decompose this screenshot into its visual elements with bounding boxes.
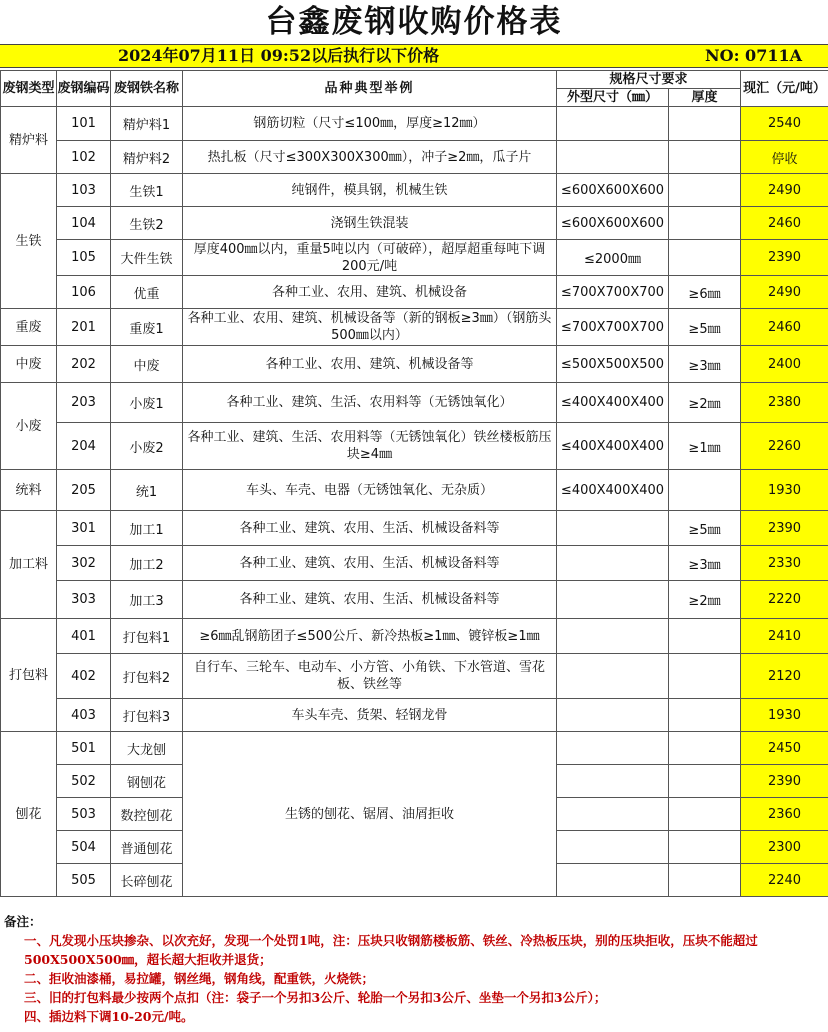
size-cell <box>557 141 669 174</box>
thickness-cell: ≥6㎜ <box>669 276 741 309</box>
price-cell: 2390 <box>741 511 828 546</box>
price-cell: 1930 <box>741 470 828 511</box>
size-cell <box>557 798 669 831</box>
code-cell: 301 <box>57 511 111 546</box>
document-number: NO: 0711A <box>705 46 802 65</box>
header-code: 废钢编码 <box>57 71 111 107</box>
table-row <box>1 346 828 383</box>
price-cell: 2490 <box>741 276 828 309</box>
thickness-cell <box>669 207 741 240</box>
table-row <box>1 383 828 423</box>
category-cell: 加工料 <box>1 511 57 619</box>
header-name: 废钢铁名称 <box>111 71 183 107</box>
header-thickness: 厚度 <box>669 89 741 107</box>
code-cell: 501 <box>57 732 111 765</box>
name-cell: 数控刨花 <box>111 798 183 831</box>
name-cell: 中废 <box>111 346 183 383</box>
table-row <box>1 470 828 511</box>
code-cell: 201 <box>57 309 111 346</box>
size-cell: ≤400X400X400 <box>557 383 669 423</box>
thickness-cell <box>669 174 741 207</box>
size-cell: ≤400X400X400 <box>557 423 669 470</box>
example-cell: 各种工业、建筑、农用、生活、机械设备料等 <box>183 511 557 546</box>
size-cell <box>557 765 669 798</box>
size-cell: ≤2000㎜ <box>557 240 669 276</box>
example-cell: 厚度400㎜以内，重量5吨以内（可破碎），超厚超重每吨下调200元/吨 <box>183 240 557 276</box>
note-item: 三、旧的打包料最少按两个点扣（注：袋子一个另扣3公斤、轮胎一个另扣3公斤、坐垫一个另扣3公斤）； <box>24 990 607 1005</box>
name-cell: 打包料2 <box>111 654 183 699</box>
code-cell: 202 <box>57 346 111 383</box>
example-cell: 各种工业、农用、建筑、机械设备等（新的钢板≥3㎜）（钢筋头500㎜以内） <box>183 309 557 346</box>
thickness-cell <box>669 831 741 864</box>
effective-bar <box>0 44 828 68</box>
table-row <box>1 276 828 309</box>
price-cell: 停收 <box>741 141 828 174</box>
name-cell: 精炉料1 <box>111 107 183 141</box>
name-cell: 加工1 <box>111 511 183 546</box>
code-cell: 101 <box>57 107 111 141</box>
size-cell: ≤500X500X500 <box>557 346 669 383</box>
code-cell: 403 <box>57 699 111 732</box>
code-cell: 106 <box>57 276 111 309</box>
table-row <box>1 619 828 654</box>
example-cell: 各种工业、农用、建筑、机械设备等 <box>183 346 557 383</box>
notes-title: 备注： <box>4 914 42 929</box>
code-cell: 503 <box>57 798 111 831</box>
size-cell: ≤400X400X400 <box>557 470 669 511</box>
example-cell: 浇钢生铁混装 <box>183 207 557 240</box>
name-cell: 大龙刨 <box>111 732 183 765</box>
price-table <box>0 70 828 897</box>
example-cell: 各种工业、建筑、生活、农用料等（无锈蚀氧化） <box>183 383 557 423</box>
example-cell: ≥6㎜乱钢筋团子≤500公斤、新冷热板≥1㎜、镀锌板≥1㎜ <box>183 619 557 654</box>
example-cell: 钢筋切粒（尺寸≤100㎜，厚度≥12㎜） <box>183 107 557 141</box>
thickness-cell <box>669 470 741 511</box>
thickness-cell <box>669 798 741 831</box>
name-cell: 普通刨花 <box>111 831 183 864</box>
thickness-cell: ≥3㎜ <box>669 546 741 581</box>
price-cell: 2490 <box>741 174 828 207</box>
table-row <box>1 240 828 276</box>
thickness-cell: ≥1㎜ <box>669 423 741 470</box>
example-cell: 各种工业、农用、建筑、机械设备 <box>183 276 557 309</box>
example-cell: 车头车壳、货架、轻钢龙骨 <box>183 699 557 732</box>
size-cell <box>557 699 669 732</box>
price-cell: 2360 <box>741 798 828 831</box>
code-cell: 105 <box>57 240 111 276</box>
thickness-cell: ≥2㎜ <box>669 581 741 619</box>
example-cell: 生锈的刨花、锯屑、油屑拒收 <box>183 732 557 897</box>
size-cell: ≤600X600X600 <box>557 174 669 207</box>
name-cell: 加工2 <box>111 546 183 581</box>
size-cell <box>557 107 669 141</box>
price-cell: 2330 <box>741 546 828 581</box>
size-cell <box>557 831 669 864</box>
category-cell: 刨花 <box>1 732 57 897</box>
header-spec: 规格尺寸要求 <box>557 71 741 89</box>
effective-date: 2024年07月11日 09:52以后执行以下价格 <box>118 46 440 65</box>
name-cell: 精炉料2 <box>111 141 183 174</box>
thickness-cell <box>669 107 741 141</box>
code-cell: 505 <box>57 864 111 897</box>
price-cell: 1930 <box>741 699 828 732</box>
thickness-cell <box>669 141 741 174</box>
name-cell: 小废1 <box>111 383 183 423</box>
page-title: 台鑫废钢收购价格表 <box>265 4 563 40</box>
price-cell: 2260 <box>741 423 828 470</box>
thickness-cell <box>669 619 741 654</box>
name-cell: 生铁2 <box>111 207 183 240</box>
header-size: 外型尺寸（㎜） <box>557 89 669 107</box>
category-cell: 精炉料 <box>1 107 57 174</box>
name-cell: 大件生铁 <box>111 240 183 276</box>
name-cell: 打包料1 <box>111 619 183 654</box>
table-row <box>1 107 828 141</box>
size-cell <box>557 619 669 654</box>
size-cell: ≤600X600X600 <box>557 207 669 240</box>
example-cell: 热扎板（尺寸≤300X300X300㎜），冲子≥2㎜，瓜子片 <box>183 141 557 174</box>
table-row <box>1 654 828 699</box>
price-cell: 2380 <box>741 383 828 423</box>
thickness-cell <box>669 765 741 798</box>
code-cell: 502 <box>57 765 111 798</box>
category-cell: 中废 <box>1 346 57 383</box>
name-cell: 统1 <box>111 470 183 511</box>
thickness-cell <box>669 864 741 897</box>
price-cell: 2410 <box>741 619 828 654</box>
example-cell: 各种工业、建筑、农用、生活、机械设备料等 <box>183 581 557 619</box>
thickness-cell <box>669 240 741 276</box>
category-cell: 生铁 <box>1 174 57 309</box>
table-row <box>1 141 828 174</box>
code-cell: 302 <box>57 546 111 581</box>
header-price: 现汇（元/吨） <box>741 71 828 107</box>
example-cell: 各种工业、建筑、生活、农用料等（无锈蚀氧化）铁丝楼板筋压块≥4㎜ <box>183 423 557 470</box>
size-cell <box>557 654 669 699</box>
example-cell: 各种工业、建筑、农用、生活、机械设备料等 <box>183 546 557 581</box>
example-cell: 车头、车壳、电器（无锈蚀氧化、无杂质） <box>183 470 557 511</box>
thickness-cell <box>669 732 741 765</box>
size-cell <box>557 581 669 619</box>
price-cell: 2390 <box>741 765 828 798</box>
table-row <box>1 511 828 546</box>
header-category: 废钢类型 <box>1 71 57 107</box>
thickness-cell <box>669 699 741 732</box>
size-cell <box>557 511 669 546</box>
code-cell: 102 <box>57 141 111 174</box>
name-cell: 重废1 <box>111 309 183 346</box>
code-cell: 504 <box>57 831 111 864</box>
code-cell: 303 <box>57 581 111 619</box>
price-cell: 2540 <box>741 107 828 141</box>
category-cell: 统料 <box>1 470 57 511</box>
size-cell <box>557 864 669 897</box>
price-cell: 2220 <box>741 581 828 619</box>
price-cell: 2300 <box>741 831 828 864</box>
size-cell: ≤700X700X700 <box>557 276 669 309</box>
name-cell: 钢刨花 <box>111 765 183 798</box>
price-cell: 2240 <box>741 864 828 897</box>
price-cell: 2120 <box>741 654 828 699</box>
price-cell: 2390 <box>741 240 828 276</box>
code-cell: 104 <box>57 207 111 240</box>
thickness-cell <box>669 654 741 699</box>
table-row <box>1 174 828 207</box>
name-cell: 加工3 <box>111 581 183 619</box>
note-item: 二、拒收油漆桶，易拉罐，钢丝绳，钢角线，配重铁，火烧铁； <box>24 971 375 986</box>
table-row <box>1 546 828 581</box>
category-cell: 小废 <box>1 383 57 470</box>
name-cell: 长碎刨花 <box>111 864 183 897</box>
code-cell: 205 <box>57 470 111 511</box>
code-cell: 103 <box>57 174 111 207</box>
price-cell: 2460 <box>741 207 828 240</box>
thickness-cell: ≥5㎜ <box>669 511 741 546</box>
size-cell: ≤700X700X700 <box>557 309 669 346</box>
table-row <box>1 207 828 240</box>
name-cell: 生铁1 <box>111 174 183 207</box>
name-cell: 优重 <box>111 276 183 309</box>
thickness-cell: ≥3㎜ <box>669 346 741 383</box>
table-row <box>1 699 828 732</box>
thickness-cell: ≥5㎜ <box>669 309 741 346</box>
notes-section <box>0 911 828 1032</box>
price-cell: 2460 <box>741 309 828 346</box>
category-cell: 重废 <box>1 309 57 346</box>
header-examples: 品种典型举例 <box>183 71 557 107</box>
size-cell <box>557 732 669 765</box>
code-cell: 203 <box>57 383 111 423</box>
table-row <box>1 732 828 765</box>
note-item: 四、插边料下调10-20元/吨。 <box>24 1009 194 1024</box>
name-cell: 小废2 <box>111 423 183 470</box>
code-cell: 204 <box>57 423 111 470</box>
category-cell: 打包料 <box>1 619 57 732</box>
note-item: 一、凡发现小压块掺杂、以次充好，发现一个处罚1吨，注：压块只收钢筋楼板筋、铁丝、冷热板压块，别的压块拒收，压块不能超过500X500X500㎜，超长超大拒收并退货； <box>24 933 758 967</box>
example-cell: 自行车、三轮车、电动车、小方管、小角铁、下水管道、雪花板、铁丝等 <box>183 654 557 699</box>
code-cell: 402 <box>57 654 111 699</box>
name-cell: 打包料3 <box>111 699 183 732</box>
code-cell: 401 <box>57 619 111 654</box>
table-row <box>1 423 828 470</box>
example-cell: 纯钢件，模具钢，机械生铁 <box>183 174 557 207</box>
thickness-cell: ≥2㎜ <box>669 383 741 423</box>
table-row <box>1 581 828 619</box>
price-cell: 2450 <box>741 732 828 765</box>
size-cell <box>557 546 669 581</box>
price-cell: 2400 <box>741 346 828 383</box>
table-row <box>1 309 828 346</box>
